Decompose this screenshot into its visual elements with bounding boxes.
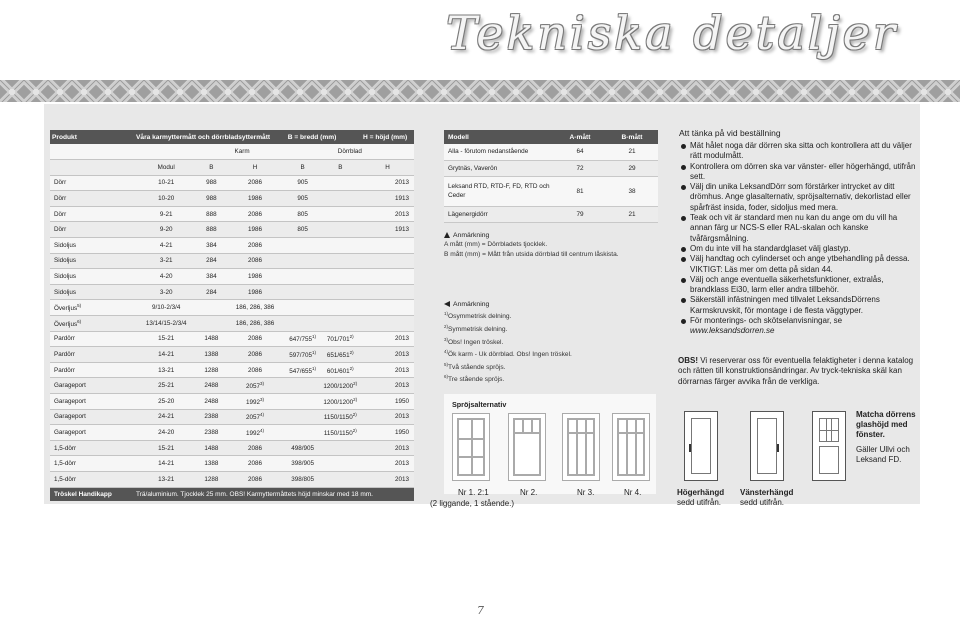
list-item: Kontrollera om dörren ska var vänster- eller högerhängd, utifrån sett. [680, 162, 918, 183]
footnote: $^{4)}$Ök karm - Uk dörrblad. Obs! Ingen tröskel. [444, 349, 572, 359]
list-item: Välj handtag och cylinderset och ange ytbehandling på dessa. VIKTIGT: Läs mer om detta på sidan 44. [680, 254, 918, 275]
list-item: Säkerställ infästningen med tillvalet LeksandsDörrens Karmskruvskit, för montage i de flesta väggtyper. [680, 295, 918, 316]
note-line: B mått (mm) = Mått från utsida dörrblad till centrum låskista. [444, 250, 619, 258]
subheader: H [361, 160, 414, 176]
table-row: Sidoljus 3-21 284 2086 [50, 253, 414, 269]
match-note: Matcha dörrens glashöjd med fönster. Gäller Ullvi och Leksand FD. [856, 410, 916, 464]
table-row: Dörr 9-20 888 1986 805 1913 [50, 222, 414, 238]
sprojs-label-4: Nr 4. [624, 488, 642, 497]
footnote: $^{6)}$Tre stående spröjs. [444, 374, 505, 384]
list-item: Välj och ange eventuella säkerhetsfunktioner, extralås, brandklass Ei30, larm eller andra tillbehör. [680, 275, 918, 296]
table-row: Dörr 9-21 888 2086 805 2013 [50, 206, 414, 222]
table-row: Alla - förutom nedanstående 64 21 [444, 144, 658, 160]
checklist-title: Att tänka på vid beställning [679, 128, 781, 138]
list-item: Om du inte vill ha standardglaset välj glastyp. [680, 244, 918, 254]
sprojs-window-4 [612, 413, 650, 481]
window-door [812, 411, 846, 481]
sprojs-label-1: Nr 1. 2:1 [458, 488, 489, 497]
sprojs-label-2: Nr 2. [520, 488, 538, 497]
table-row: Garageport 24-20 2388 1992$^{4)}$ 1150/1150$^{2)}$ 1950 [50, 425, 414, 441]
group-dorrblad: Dörrblad [286, 144, 414, 160]
sprojs-window-1 [452, 413, 490, 481]
table-row: Pardörr 15-21 1488 2086 647/755$^{1)}$ 701/701$^{2)}$ 2013 [50, 331, 414, 347]
footnote: $^{2)}$Symmetrisk delning. [444, 324, 508, 334]
table-row: Pardörr 13-21 1288 2086 547/655$^{1)}$ 601/601$^{2)}$ 2013 [50, 362, 414, 378]
table-row: Leksand RTD, RTD-F, FD, RTD och Ceder 81 38 [444, 176, 658, 206]
sprojs-title: Spröjsalternativ [452, 400, 507, 409]
website-link[interactable]: www.leksandsdorren.se [690, 326, 775, 336]
table-row: Dörr 10-20 988 1986 905 1913 [50, 191, 414, 207]
left-hinged-door [750, 411, 784, 481]
table-row: Överljus$^{5)}$ 9/10-2/3/4 186, 286, 386 [50, 300, 414, 316]
list-item: Teak och vit är standard men nu kan du ange om du vill ha annan färg ur NCS-S eller RAL-skalan och kanske tvåfärgsmålning. [680, 213, 918, 244]
table-row: Garageport 25-20 2488 1992$^{3)}$ 1200/1200$^{2)}$ 1950 [50, 394, 414, 410]
table-row: Överljus$^{6)}$ 13/14/15-2/3/4 186, 286, 386 [50, 316, 414, 332]
table-row: Sidoljus 4-20 384 1986 [50, 269, 414, 285]
subheader: B [198, 160, 224, 176]
table-row: Garageport 25-21 2488 2057$^{3)}$ 1200/1200$^{2)}$ 2013 [50, 378, 414, 394]
footnote: $^{1)}$Osymmetrisk delning. [444, 311, 512, 321]
page-number: 7 [477, 604, 484, 617]
note-line: A mått (mm) = Dörrbladets tjocklek. [444, 241, 548, 249]
footer-text: Trä/aluminium. Tjocklek 25 mm. OBS! Karmyttermåttets höjd minskar med 18 mm. [134, 487, 414, 501]
table-row: 1,5-dörr 13-21 1288 2086 398/805 2013 [50, 471, 414, 487]
list-item: För monterings- och skötselanvisningar, se www.leksandsdorren.se [680, 316, 918, 337]
group-karm: Karm [198, 144, 285, 160]
subheader: B [286, 160, 320, 176]
header-matt: Våra karmyttermått och dörrbladsyttermått [134, 130, 286, 144]
header-produkt: Produkt [50, 130, 134, 144]
hoger-label: Högerhängd sedd utifrån. [677, 488, 725, 507]
list-item: Välj din unika LeksandDörr som förstärker intrycket av ditt drömhus. Ange glasalternativ, spröjsalternativ, dekorlistad eller spårfräst insida, foder, sidoljus med mera. [680, 182, 918, 213]
footnote: $^{3)}$Obs! Ingen tröskel. [444, 336, 504, 346]
note-heading: Anmärkning [444, 231, 619, 240]
dimension-table [50, 130, 414, 501]
note-measurements [444, 231, 619, 259]
model-header: Modell [444, 130, 554, 144]
checklist [680, 141, 918, 337]
sprojs-window-2 [508, 413, 546, 481]
model-table [444, 130, 658, 223]
sprojs-label-3: Nr 3. [577, 488, 595, 497]
table-row: Sidoljus 3-20 284 1986 [50, 284, 414, 300]
table-row: Lägenergidörr 79 21 [444, 206, 658, 222]
table-row: Sidoljus 4-21 384 2086 [50, 238, 414, 254]
subheader: H [224, 160, 285, 176]
table-row: 1,5-dörr 15-21 1488 2086 498/905 2013 [50, 440, 414, 456]
footer-name: Tröskel Handikapp [50, 487, 134, 501]
sprojs-sublabel: (2 liggande, 1 stående.) [430, 499, 515, 508]
subheader: B [320, 160, 362, 176]
header-bredd: B = bredd (mm) [286, 130, 361, 144]
b-header: B-mått [606, 130, 658, 144]
vanster-label: Vänsterhängd sedd utifrån. [740, 488, 794, 507]
header-hojd: H = höjd (mm) [361, 130, 414, 144]
page-title: Tekniska detaljer [446, 6, 898, 60]
obs-label: OBS! [678, 356, 698, 365]
table-row: Pardörr 14-21 1388 2086 597/705$^{1)}$ 651/651$^{2)}$ 2013 [50, 347, 414, 363]
table-row: Garageport 24-21 2388 2057$^{4)}$ 1150/1150$^{2)}$ 2013 [50, 409, 414, 425]
sprojs-window-3 [562, 413, 600, 481]
a-header: A-mått [554, 130, 606, 144]
note-footnotes [444, 300, 572, 385]
table-row: 1,5-dörr 14-21 1388 2086 398/905 2013 [50, 456, 414, 472]
note-heading: Anmärkning [444, 300, 572, 309]
right-hinged-door [684, 411, 718, 481]
table-row: Grytnäs, Vaverön 72 29 [444, 160, 658, 176]
list-item: Mät hålet noga där dörren ska sitta och kontrollera att du väljer rätt modulmått. [680, 141, 918, 162]
subheader: Modul [134, 160, 198, 176]
disclaimer: OBS! Vi reserverar oss för eventuella felaktigheter i denna katalog och rätten till konstruktionsändringar. Av tryck-tekniska skäl kan dörrarnas färger avvika från de verkliga. [678, 356, 914, 386]
decorative-band [0, 78, 960, 102]
table-row: Dörr 10-21 988 2086 905 2013 [50, 175, 414, 191]
footnote: $^{5)}$Två stående spröjs. [444, 361, 506, 371]
